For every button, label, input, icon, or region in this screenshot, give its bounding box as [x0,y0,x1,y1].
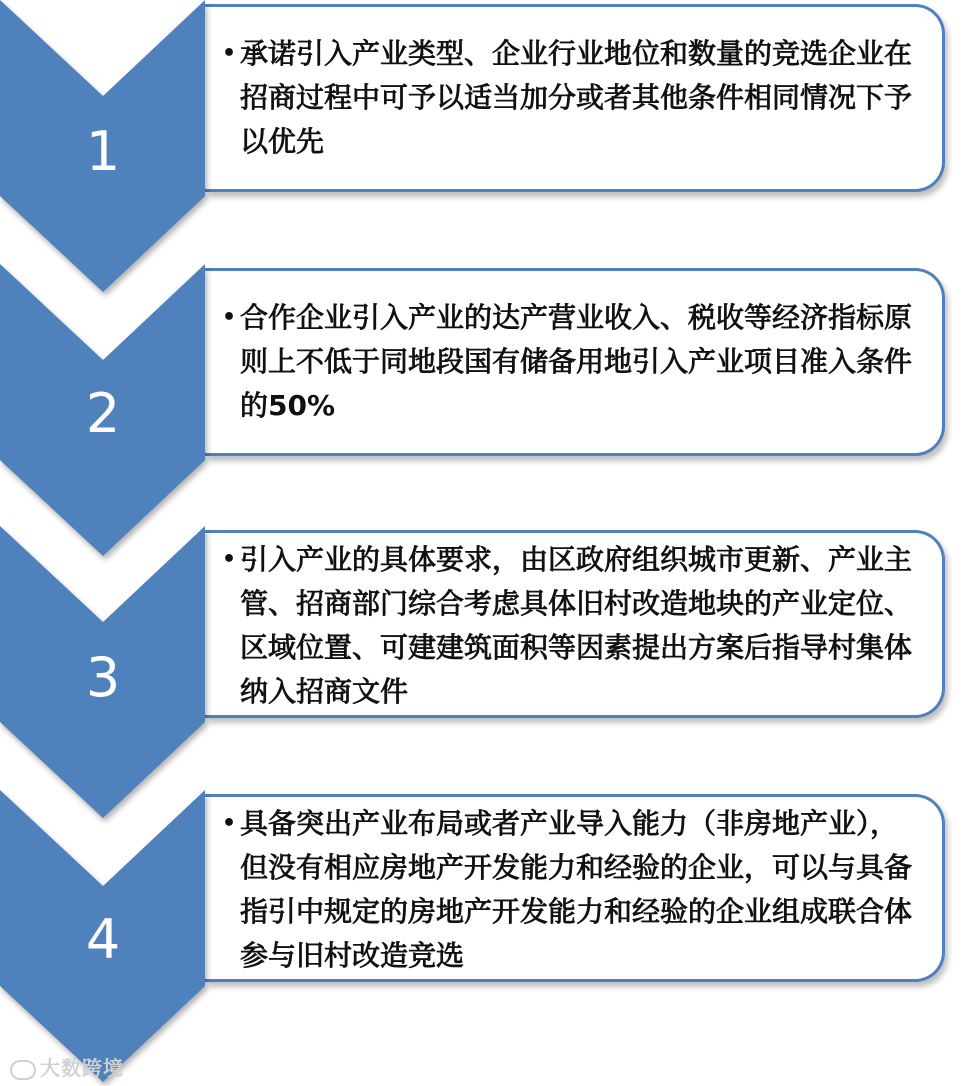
step-2-text: 合作企业引入产业的达产营业收入、税收等经济指标原则上不低于同地段国有储备用地引入产业项目准入条件的50% [240,301,913,422]
step-3-text: 引入产业的具体要求，由区政府组织城市更新、产业主管、招商部门综合考虑具体旧村改造地块的产业定位、区域位置、可建建筑面积等因素提出方案后指导村集体纳入招商文件 [240,543,913,708]
bullet-icon: • [222,811,237,836]
bullet-icon: • [222,547,237,572]
watermark [10,1052,124,1081]
step-4-text: 具备突出产业布局或者产业导入能力（非房地产业），但没有相应房地产开发能力和经验的企业，可以与具备指引中规定的房地产开发能力和经验的企业组成联合体参与旧村改造竞选 [240,807,913,972]
step-1-text: 承诺引入产业类型、企业行业地位和数量的竞选企业在招商过程中可予以适当加分或者其他条件相同情况下予以优先 [240,37,913,158]
step-1-number: 1 [85,120,121,183]
bullet-icon: • [222,41,237,66]
watermark-text: 大数跨境 [40,1056,124,1080]
step-3-number: 3 [85,646,121,709]
step-4-number: 4 [85,908,121,971]
bullet-icon: • [222,305,237,330]
step-3-chevron [0,526,205,818]
watermark-logo-icon [10,1060,36,1080]
step-2-chevron [0,264,205,556]
step-4-chevron [0,790,205,1082]
step-1-chevron [0,0,205,292]
step-2-number: 2 [85,382,121,445]
